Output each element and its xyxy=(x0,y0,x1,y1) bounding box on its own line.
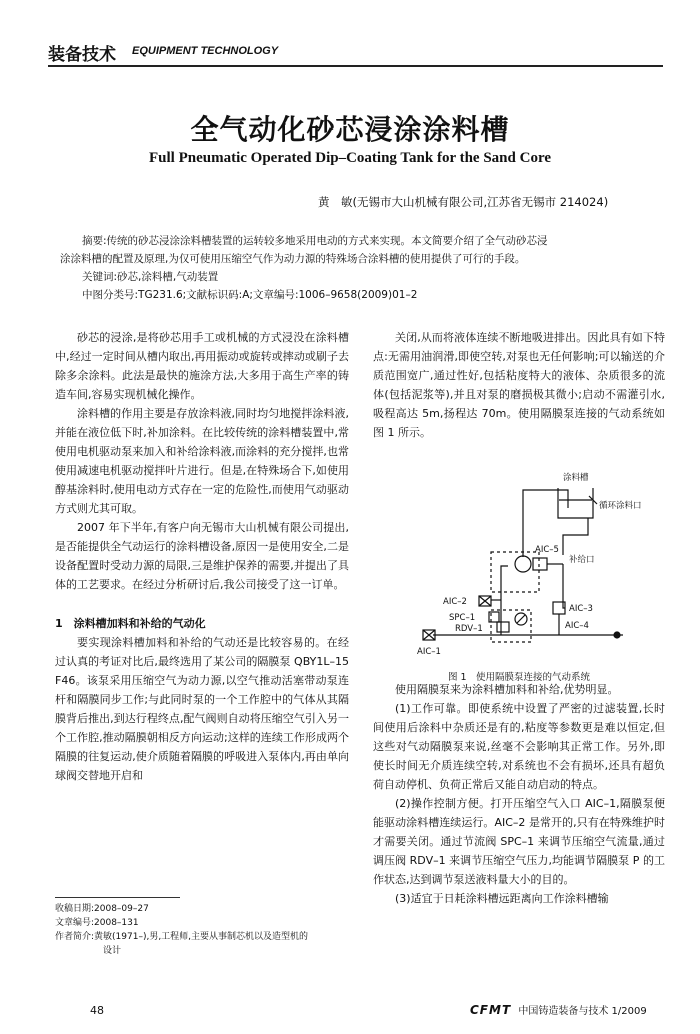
paragraph: 涂料槽的作用主要是存放涂料液,同时均匀地搅拌涂料液,并能在液位低下时,补加涂料。在比较传统的涂料槽装置中,常使用电机驱动泵来加入和补给涂料液,而涂料的充分搅拌,也常使用减速电机驱动搅拌叶片进行。但是,在特殊场合下,如使用醇基涂料时,使用电动方式存在一定的危险性,而使用气动驱动方式则尤其可取。 xyxy=(55,407,349,515)
journal-name-issue: 中国铸造装备与技术 1/2009 xyxy=(518,1006,647,1017)
air-branch-line xyxy=(501,566,508,635)
footnote-received: 收稿日期:2008–09–27 xyxy=(55,904,149,914)
aic5-valve xyxy=(533,558,547,570)
paragraph: 使用隔膜泵来为涂料槽加料和补给,优势明显。 xyxy=(395,683,619,696)
label-aic5: AIC–5 xyxy=(535,545,559,555)
label-tank: 涂料槽 xyxy=(563,473,589,483)
abstract-line: 涂涂料槽的配置及原理,为仅可使用压缩空气作为动力源的特殊场合涂料槽的使用提供了可行的手段。 xyxy=(60,253,526,265)
label-aic2: AIC–2 xyxy=(443,597,467,607)
column-left xyxy=(55,328,349,785)
label-aic3: AIC–3 xyxy=(569,604,593,614)
paragraph: 要实现涂料槽加料和补给的气动还是比较容易的。在经过认真的考证对比后,最终选用了某公司的隔膜泵 QBY1L–15 F46。该泵采用压缩空气为动力源,以空气推动活塞带动泵连杆和隔膜同步工作;与此同时泵的一个工作腔中的气体从其隔膜背后推出,到达行程终点,配气阀则自动将压缩空气引入另一个工作腔,推动隔膜朝相反方向运动;这样的连续工作形成两个隔膜的往复运动,使介质随着隔膜的呼吸进入泵体内,再由单向球阀交替地开启和 xyxy=(55,636,349,782)
footnote-article-no: 文章编号:2008–131 xyxy=(55,918,139,928)
pump-enclosure xyxy=(491,552,539,592)
footnote-author-bio-cont: 设计 xyxy=(103,946,122,956)
label-rdv1: RDV–1 xyxy=(455,624,483,634)
label-spc1: SPC–1 xyxy=(449,613,476,623)
paragraph: (3)适宜于日耗涂料槽远距离向工作涂料槽输 xyxy=(395,892,609,905)
return-line xyxy=(563,518,588,555)
footnote-rule xyxy=(55,897,180,898)
label-aic4: AIC–4 xyxy=(565,621,589,631)
paragraph: 2007 年下半年,有客户向无锡市大山机械有限公司提出,是否能提供全气动运行的涂料槽设备,原因一是使用安全,二是设备配置时受动力源的局限,三是维护保养的需要,并提出了具体的工艺要求。在经过分析研讨后,我公司接受了这一订单。 xyxy=(55,521,349,591)
rdv1-valve xyxy=(497,622,509,632)
header-cn: 装备技术 xyxy=(48,45,116,65)
figure-caption: 图 1 使用隔膜泵连接的气动系统 xyxy=(447,672,591,683)
label-aic1: AIC–1 xyxy=(417,647,441,657)
label-fill-port: 补给口 xyxy=(569,555,595,565)
classification: 中图分类号:TG231.6;文献标识码:A;文章编号:1006–9658(2009)01–2 xyxy=(82,289,418,301)
gauge-needle xyxy=(517,615,525,623)
footnotes xyxy=(55,902,355,958)
air-endpoint xyxy=(614,632,620,638)
abstract xyxy=(60,232,650,304)
author-line: 黄 敏(无锡市大山机械有限公司,江苏省无锡市 214024) xyxy=(318,195,609,209)
tank-shape xyxy=(558,488,593,518)
pneumatic-system-diagram xyxy=(373,460,665,670)
label-return-port: 循环涂料口 xyxy=(599,501,642,511)
diagram-svg xyxy=(373,460,665,670)
paragraph: (1)工作可靠。即使系统中设置了严密的过滤装置,长时间使用后涂料中杂质还是有的,粘度等参数更是难以恒定,但这些对气动隔膜泵来说,丝毫不会影响其正常工作。另外,即使长时间无介质连续空转,对系统也不会有损坏,还具有超负荷自动停机、负荷正常后又能自动启动的特点。 xyxy=(373,702,665,791)
section-heading: 1 涂料槽加料和补给的气动化 xyxy=(55,617,206,630)
column-right-continued xyxy=(373,680,665,908)
paragraph: (2)操作控制方便。打开压缩空气入口 AIC–1,隔膜泵便能驱动涂料槽连续运行。AIC–2 是常开的,只有在特殊维护时才需要关闭。通过节流阀 SPC–1 来调节压缩空气流量,通过调压阀 RDV–1 来调节压缩空气压力,均能调节隔膜泵 P 的工作状态,达到调节泵送液料量大小的目的。 xyxy=(373,797,665,886)
pump-symbol xyxy=(515,556,531,572)
article-title: 全气动化砂芯浸涂涂料槽 xyxy=(190,113,510,146)
header-rule xyxy=(48,65,663,67)
footnote-author-bio: 作者简介:黄敏(1971–),男,工程师,主要从事制芯机以及造型机的 xyxy=(55,932,309,942)
abstract-line: 摘要:传统的砂芯浸涂涂料槽装置的运转较多地采用电动的方式来实现。本文简要介绍了全气动砂芯浸 xyxy=(82,235,548,247)
page-number: 48 xyxy=(90,1004,104,1017)
journal-brand: CFMT xyxy=(470,1003,512,1017)
aic2-cross xyxy=(479,596,491,606)
keywords: 关键词:砂芯,涂料槽,气动装置 xyxy=(82,271,219,283)
journal-header xyxy=(48,40,663,68)
header-en: EQUIPMENT TECHNOLOGY xyxy=(132,45,279,57)
paragraph: 砂芯的浸涂,是将砂芯用手工或机械的方式浸没在涂料槽中,经过一定时间从槽内取出,再用振动或旋转或摔动或刷子去除多余涂料。此法是最快的施涂方法,大多用于高生产率的铸造车间,容易实现机械化操作。 xyxy=(55,331,349,401)
journal-footer xyxy=(470,1002,647,1017)
paragraph: 关闭,从而将液体连续不断地吸进排出。因此具有如下特点:无需用油润滑,即使空转,对泵也无任何影响;可以输送的介质范围宽广,通过性好,包括粘度特大的液体、杂质很多的流体(包括泥浆等),并且对泵的磨损极其微小;启动不需灌引水,吸程高达 5m,扬程达 70m。使用隔膜泵连接的气动系统如图 1 所示。 xyxy=(373,331,665,439)
article-subtitle: Full Pneumatic Operated Dip–Coating Tank for the Sand Core xyxy=(149,150,551,166)
